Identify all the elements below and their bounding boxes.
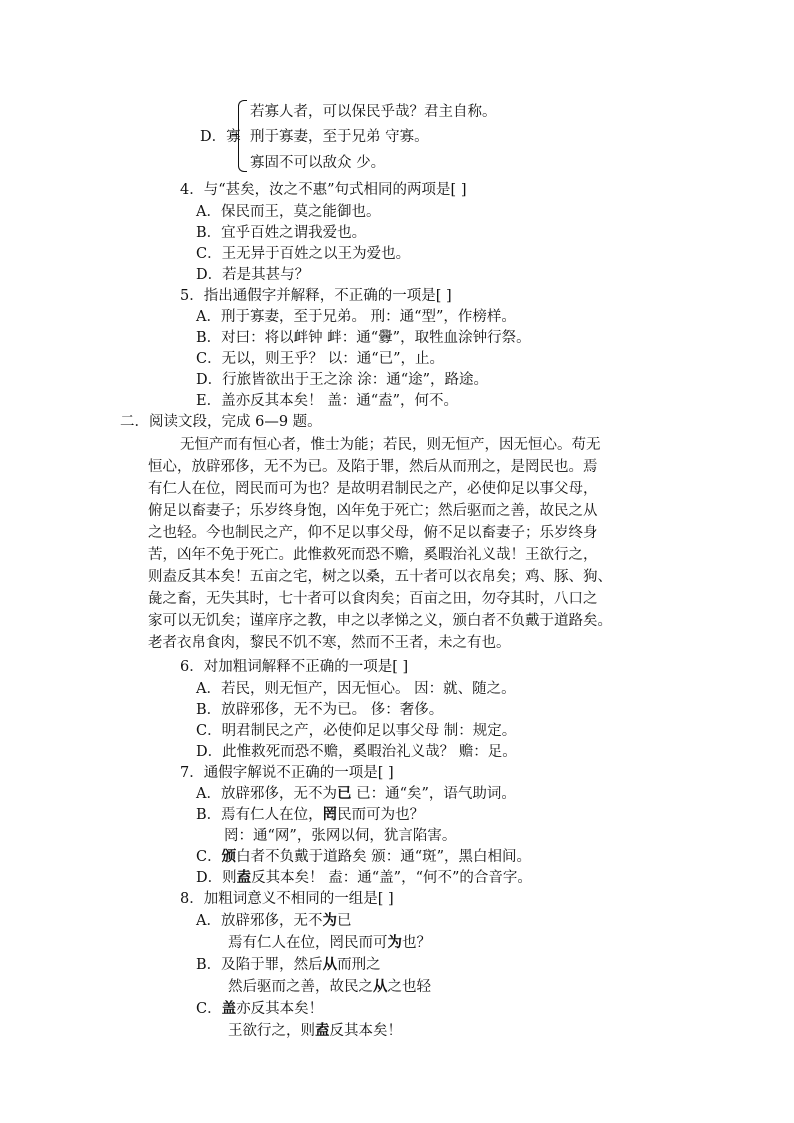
text-run: 反其本矣！ 盍：通“盖”，“何不”的合音字。 (251, 870, 532, 886)
q6-stem: 6．对加粗词解释不正确的一项是[ ] (180, 659, 409, 675)
text-run: 反其本矣！ (329, 1023, 402, 1039)
q7-option-c (196, 848, 531, 866)
q8-option-a-line-2 (228, 934, 431, 952)
text-run: 之也轻 (387, 979, 431, 995)
q6-option-a: A．若民，则无恒产，因无恒心。 因：就、随之。 (196, 681, 516, 697)
q7-stem: 7．通假字解说不正确的一项是[ ] (180, 765, 394, 781)
bold-word: 从 (373, 978, 388, 995)
brace-symbol (238, 100, 247, 172)
q7-option-b-note: 罔：通“网”，张网以伺，犹言陷害。 (224, 828, 457, 844)
text-run: 民而可为也？ (337, 807, 425, 823)
text-run: 已 (336, 913, 352, 929)
text-run: 亦反其本矣！ (236, 1001, 324, 1017)
passage-line-5: 之也轻。今也制民之产，仰不足以事父母，俯不足以畜妻子；乐岁终身 (148, 525, 598, 541)
q6-option-b: B．放辟邪侈，无不为已。 侈：奢侈。 (196, 702, 444, 718)
q8-option-b-line-1 (196, 956, 381, 974)
q6-option-c: C．明君制民之产，必使仰足以事父母 制：规定。 (196, 723, 517, 739)
passage-line-2: 恒心，放辟邪侈，无不为已。及陷于罪，然后从而刑之，是罔民也。焉 (148, 459, 598, 475)
q7-option-d (196, 869, 532, 887)
q3-d-line-2: 刑于寡妻，至于兄弟 守寡。 (250, 129, 429, 145)
q7-option-b (196, 806, 424, 824)
text-run: 已：通“矣”，语气助词。 (351, 786, 516, 802)
passage-line-7: 则盍反其本矣！五亩之宅，树之以桑，五十者可以衣帛矣；鸡、豚、狗、 (148, 569, 612, 585)
q8-stem: 8．加粗词意义不相同的一组是[ ] (180, 891, 394, 907)
bold-word: 为 (387, 934, 402, 951)
text-run: A．放辟邪侈，无不 (196, 913, 323, 929)
text-run: 然后驱而之善，故民之 (228, 979, 373, 995)
text-run: B．及陷于罪，然后 (196, 957, 323, 973)
q3-d-line-1: 若寡人者，可以保民乎哉？君主自称。 (250, 104, 497, 120)
section-2-heading: 二．阅读文段，完成 6—9 题。 (120, 414, 322, 430)
q5-option-d: D．行旅皆欲出于王之涂 涂：通“途”，路途。 (196, 372, 489, 388)
q4-option-d: D．若是其甚与？ (196, 267, 310, 283)
text-run: 而刑之 (337, 957, 381, 973)
q4-option-b: B．宜乎百姓之谓我爱也。 (196, 225, 367, 241)
bold-word: 为 (322, 912, 337, 929)
q8-option-c-line-2 (228, 1022, 402, 1040)
brace-mid-symbol (232, 134, 239, 135)
text-run: 白者不负戴于道路矣 颁：通“斑”，黑白相间。 (236, 849, 532, 865)
q8-option-b-line-2 (228, 978, 431, 996)
passage-line-3: 有仁人在位，罔民而可为也？是故明君制民之产，必使仰足以事父母， (148, 481, 598, 497)
q5-option-a: A．刑于寡妻，至于兄弟。 刑：通“型”，作榜样。 (196, 309, 516, 325)
passage-line-1: 无恒产而有恒心者，惟士为能；若民，则无恒产，因无恒心。苟无 (180, 437, 601, 453)
q5-option-c: C．无以，则王乎？ 以：通“已”，止。 (196, 351, 445, 367)
bold-word: 盍 (315, 1022, 330, 1039)
text-run: C． (196, 849, 222, 865)
bold-word: 盖 (221, 1000, 237, 1017)
q3-d-line-3: 寡固不可以敌众 少。 (250, 155, 386, 171)
text-run: D．则 (196, 870, 237, 886)
q8-option-c-line-1 (196, 1000, 323, 1018)
q4-option-a: A．保民而王，莫之能御也。 (196, 204, 381, 220)
passage-line-4: 俯足以畜妻子；乐岁终身饱，凶年免于死亡；然后驱而之善，故民之从 (148, 503, 598, 519)
q5-stem: 5．指出通假字并解释，不正确的一项是[ ] (180, 288, 452, 304)
bold-word: 盍 (236, 869, 252, 886)
q6-option-d: D．此惟救死而恐不赡，奚暇治礼义哉？ 赡：足。 (196, 744, 517, 760)
passage-line-6: 苦，凶年不免于死亡。此惟救死而恐不赡，奚暇治礼义哉！王欲行之， (148, 547, 598, 563)
text-run: 也？ (402, 935, 431, 951)
passage-line-9: 家可以无饥矣；谨庠序之教，申之以孝悌之义，颁白者不负戴于道路矣。 (148, 613, 612, 629)
q7-option-a (196, 785, 516, 803)
passage-line-10: 老者衣帛食肉，黎民不饥不寒，然而不王者，未之有也。 (148, 635, 511, 651)
q5-option-e: E．盖亦反其本矣！ 盖：通“盍”，何不。 (196, 393, 459, 409)
text-run: B．焉有仁人在位， (196, 807, 323, 823)
q4-option-c: C．王无异于百姓之以王为爱也。 (196, 246, 411, 262)
text-run: A．放辟邪侈，无不为 (196, 786, 337, 802)
text-run: 王欲行之，则 (228, 1023, 315, 1039)
q5-option-b: B．对曰：将以衅钟 衅：通“釁”，取牲血涂钟行祭。 (196, 330, 531, 346)
bold-word: 从 (322, 956, 338, 973)
bold-word: 颁 (221, 848, 237, 865)
q4-stem: 4．与“甚矣，汝之不惠”句式相同的两项是[ ] (180, 182, 467, 198)
text-run: C． (196, 1001, 222, 1017)
q3-option-d-label: D．寡 (200, 129, 241, 145)
bold-word: 罔 (322, 806, 338, 823)
text-run: 焉有仁人在位，罔民而可 (228, 935, 388, 951)
bold-word: 已 (336, 785, 352, 802)
passage-line-8: 彘之畜，无失其时，七十者可以食肉矣；百亩之田，勿夺其时，八口之 (148, 591, 598, 607)
q8-option-a-line-1 (196, 912, 351, 930)
